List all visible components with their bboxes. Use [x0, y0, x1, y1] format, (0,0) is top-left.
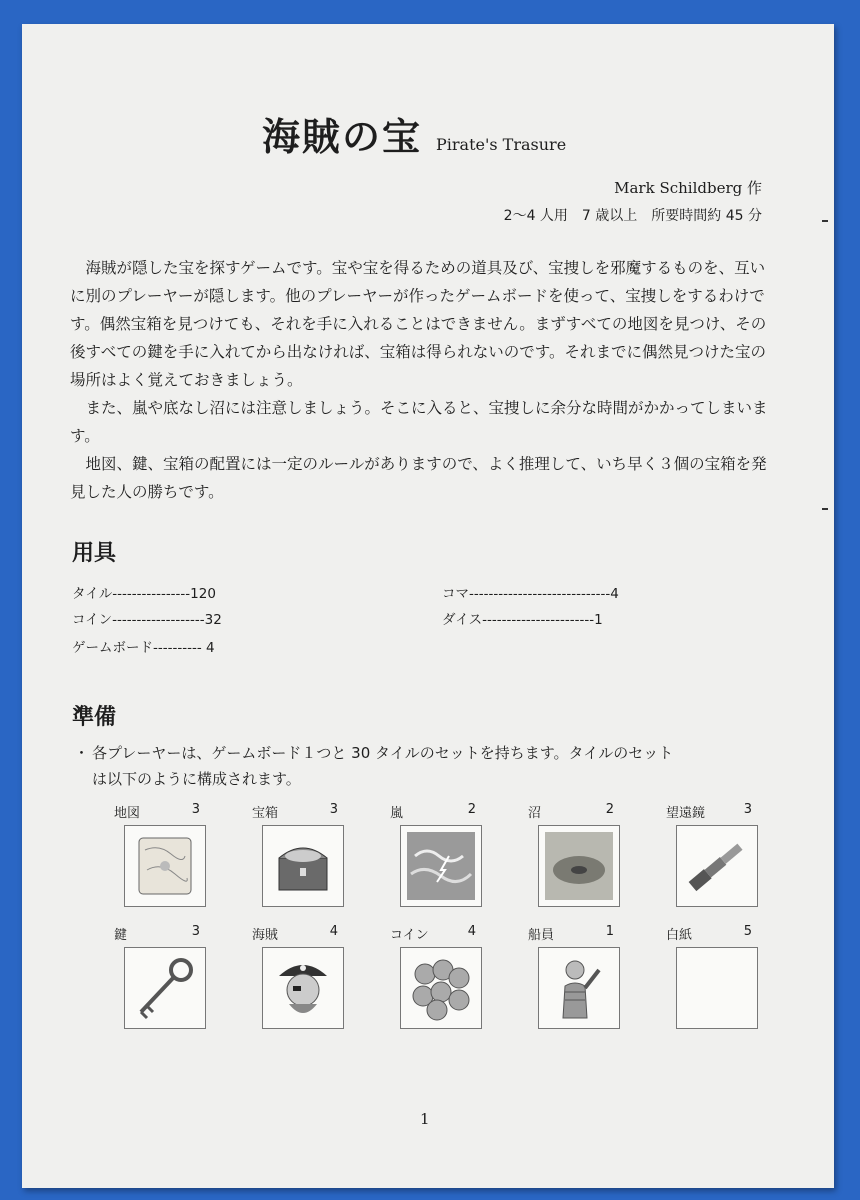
tile-chest — [252, 802, 362, 907]
tile-count: 2 — [467, 802, 476, 817]
tile-name: 沼 — [528, 806, 542, 821]
equipment-heading: 用具 — [72, 541, 117, 566]
coins-icon — [400, 947, 482, 1029]
blank-tile — [676, 947, 758, 1029]
tile-name: 宝箱 — [252, 806, 279, 821]
tile-map — [114, 802, 224, 907]
edge-mark — [822, 508, 828, 510]
equipment-item: コイン-------------------32 — [72, 612, 222, 628]
equipment-item: タイル----------------120 — [72, 586, 216, 602]
tile-count: 5 — [743, 924, 752, 939]
preparation-heading: 準備 — [72, 705, 117, 730]
storm-icon — [400, 825, 482, 907]
tile-count: 3 — [191, 802, 200, 817]
tile-blank — [666, 924, 776, 1029]
intro-paragraph: 海賊が隠した宝を探すゲームです。宝や宝を得るための道具及び、宝捜しを邪魔するものを、互いに別のプレーヤーが隠します。他のプレーヤーが作ったゲームボードを使って、宝捜しをするわけです。偶然宝箱を見つけても、それを手に入れることはできません。まずすべての地図を見つけ、その後すべての鍵を手に入れてから出なければ、宝箱は得られないのです。それまでに偶然見つけた宝の場所はよく覚えておきましょう。 — [70, 259, 767, 389]
intro-paragraph: 地図、鍵、宝箱の配置には一定のルールがありますので、よく推理して、いち早く３個の宝箱を発見した人の勝ちです。 — [70, 455, 767, 501]
page-number: 1 — [420, 1110, 430, 1128]
tile-storm — [390, 802, 500, 907]
tile-swamp — [528, 802, 638, 907]
tile-count: 1 — [605, 924, 614, 939]
equipment-item: ダイス-----------------------1 — [442, 612, 603, 628]
tile-count: 2 — [605, 802, 614, 817]
map-icon — [124, 825, 206, 907]
intro-paragraph: また、嵐や底なし沼には注意しましょう。そこに入ると、宝捜しに余分な時間がかかってしまいます。 — [70, 399, 768, 445]
edge-mark — [822, 220, 828, 222]
tile-count: 3 — [191, 924, 200, 939]
tile-pirate — [252, 924, 362, 1029]
sailor-icon — [538, 947, 620, 1029]
tile-count: 3 — [329, 802, 338, 817]
bullet-text: 各プレーヤーは、ゲームボード１つと 30 タイルのセットを持ちます。タイルのセット — [92, 744, 674, 762]
page-title: 海賊の宝 — [262, 115, 423, 159]
pirate-icon — [262, 947, 344, 1029]
equipment-item: コマ-----------------------------4 — [442, 586, 619, 602]
tile-name: 鍵 — [114, 928, 128, 943]
tile-sailor — [528, 924, 638, 1029]
swamp-icon — [538, 825, 620, 907]
tile-coins — [390, 924, 500, 1029]
tile-count: 4 — [329, 924, 338, 939]
bullet-mark: ・ — [74, 744, 90, 762]
tile-count: 3 — [743, 802, 752, 817]
tile-name: 海賊 — [252, 928, 279, 943]
tile-key — [114, 924, 224, 1029]
preparation-bullet — [74, 740, 774, 792]
title-row — [262, 106, 566, 161]
rule-sheet — [22, 24, 834, 1188]
tile-name: 白紙 — [666, 928, 693, 943]
tile-name: 船員 — [528, 928, 555, 943]
tile-count: 4 — [467, 924, 476, 939]
tile-name: コイン — [390, 928, 429, 943]
key-icon — [124, 947, 206, 1029]
treasure-chest-icon — [262, 825, 344, 907]
telescope-icon — [676, 825, 758, 907]
tile-name: 望遠鏡 — [666, 806, 706, 821]
tile-name: 嵐 — [390, 806, 404, 821]
intro-text — [70, 254, 770, 506]
author-credit: Mark Schildberg 作 — [614, 179, 762, 197]
bullet-text: は以下のように構成されます。 — [92, 770, 301, 788]
tile-telescope — [666, 802, 776, 907]
tile-name: 地図 — [114, 806, 141, 821]
page-subtitle: Pirate's Trasure — [436, 135, 567, 154]
game-meta: 2～4 人用 7 歳以上 所要時間約 45 分 — [503, 208, 762, 224]
equipment-item: ゲームボード---------- 4 — [72, 640, 215, 656]
